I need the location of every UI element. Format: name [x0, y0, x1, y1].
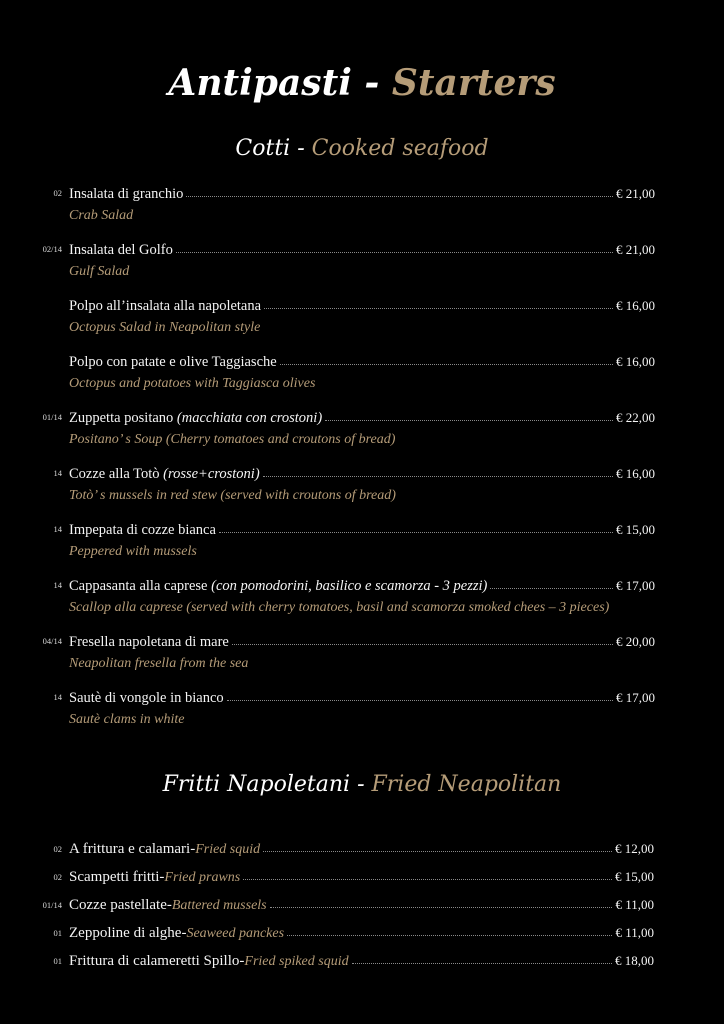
fried-menu-item — [0, 869, 724, 893]
menu-item-english: Octopus and potatoes with Taggiasca olives — [69, 376, 316, 391]
menu-item — [0, 354, 724, 398]
menu-item-line — [69, 242, 655, 259]
allergen-code: 01 — [53, 956, 62, 966]
menu-item — [0, 186, 724, 230]
menu-item-price: € 22,00 — [616, 410, 655, 425]
menu-item-separator: - — [159, 869, 165, 885]
menu-item-name — [69, 410, 322, 427]
menu-item-name-text: Insalata del Golfo — [69, 242, 173, 258]
allergen-code: 14 — [53, 692, 62, 702]
menu-item-line — [69, 298, 655, 315]
menu-item-note: (macchiata con crostoni) — [176, 410, 323, 426]
menu-item-english: Octopus Salad in Neapolitan style — [69, 320, 261, 335]
menu-item — [0, 578, 724, 622]
menu-item-price: € 15,00 — [615, 869, 654, 884]
menu-item-name — [69, 466, 260, 483]
menu-item — [0, 298, 724, 342]
menu-item-name: Frittura di calameretti Spillo — [69, 953, 240, 969]
menu-item-english: Positano’ s Soup (Cherry tomatoes and croutons of bread) — [69, 432, 396, 447]
dot-leader — [352, 952, 612, 964]
dot-leader — [263, 840, 612, 852]
menu-item-line — [69, 410, 655, 427]
section-title-fried-english: Fried Neapolitan — [371, 772, 562, 797]
menu-item-line — [69, 466, 655, 483]
fried-menu-item — [0, 841, 724, 865]
menu-item-price: € 21,00 — [616, 242, 655, 257]
allergen-code: 14 — [53, 468, 62, 478]
menu-item-line — [69, 634, 655, 651]
dot-leader — [287, 924, 612, 936]
allergen-code: 14 — [53, 580, 62, 590]
dot-leader — [219, 521, 613, 533]
menu-item-price: € 11,00 — [615, 925, 654, 940]
dot-leader — [186, 185, 613, 197]
menu-item-price: € 18,00 — [615, 953, 654, 968]
menu-item-english: Scallop alla caprese (served with cherry tomatoes, basil and scamorza smoked chees – 3 pieces) — [69, 600, 610, 615]
dot-leader — [227, 689, 613, 701]
menu-item-separator: - — [190, 841, 196, 857]
menu-item-price: € 12,00 — [615, 841, 654, 856]
menu-item-name-text: Fresella napoletana di mare — [69, 634, 229, 650]
section-title-fried-italian: Fritti Napoletani - — [162, 772, 365, 797]
menu-item-name-text: Cappasanta alla caprese — [69, 578, 212, 594]
allergen-code: 01/14 — [42, 412, 62, 422]
menu-item-english: Seaweed panckes — [186, 926, 285, 941]
menu-item-price: € 16,00 — [616, 298, 655, 313]
menu-item-name-text: Zuppetta positano — [69, 410, 177, 426]
menu-item — [0, 242, 724, 286]
fried-menu-item — [0, 953, 724, 977]
menu-item-english: Totò’ s mussels in red stew (served with croutons of bread) — [69, 488, 396, 503]
menu-item-line — [69, 897, 654, 914]
menu-item-price: € 17,00 — [616, 578, 655, 593]
dot-leader — [280, 353, 613, 365]
menu-item-name — [69, 242, 173, 259]
allergen-code: 01/14 — [42, 900, 62, 910]
menu-item-name-text: Sautè di vongole in bianco — [69, 690, 224, 706]
menu-item-price: € 16,00 — [616, 466, 655, 481]
section-title-cooked-english: Cooked seafood — [311, 136, 489, 161]
menu-item-name-text: Insalata di granchio — [69, 186, 184, 202]
allergen-code: 02 — [53, 188, 62, 198]
dot-leader — [176, 241, 613, 253]
menu-item-price: € 16,00 — [616, 354, 655, 369]
menu-item-name-text: Cozze alla Totò — [69, 466, 164, 482]
menu-item-name: Cozze pastellate — [69, 897, 167, 913]
allergen-code: 02 — [53, 872, 62, 882]
menu-item-line — [69, 690, 655, 707]
menu-item-name — [69, 522, 216, 539]
menu-item-note: (con pomodorini, basilico e scamorza - 3 pezzi) — [211, 578, 488, 594]
menu-item-english: Fried spiked squid — [244, 954, 349, 969]
menu-item-name — [69, 578, 487, 595]
menu-item-english: Peppered with mussels — [69, 544, 197, 559]
page-title-italian: Antipasti - — [168, 62, 380, 104]
menu-item — [0, 634, 724, 678]
menu-item-price: € 11,00 — [615, 897, 654, 912]
allergen-code: 02/14 — [42, 244, 62, 254]
menu-item-english: Fried squid — [195, 842, 261, 857]
menu-item-line — [69, 354, 655, 371]
menu-item-name — [69, 186, 183, 203]
menu-item-name — [69, 690, 224, 707]
menu-item-note: (rosse+crostoni) — [163, 466, 260, 482]
menu-item-price: € 21,00 — [616, 186, 655, 201]
allergen-code: 02 — [53, 844, 62, 854]
menu-item-english: Battered mussels — [171, 898, 267, 913]
menu-item-price: € 15,00 — [616, 522, 655, 537]
section-title-fried — [0, 772, 724, 797]
section-title-cooked — [0, 136, 724, 161]
menu-item-name-text: Impepata di cozze bianca — [69, 522, 216, 538]
menu-item-name — [69, 354, 277, 371]
dot-leader — [243, 868, 612, 880]
menu-item-english: Crab Salad — [69, 208, 134, 223]
allergen-code: 01 — [53, 928, 62, 938]
menu-item-name-text: Polpo all’insalata alla napoletana — [69, 298, 262, 314]
fried-menu-item — [0, 925, 724, 949]
dot-leader — [325, 409, 613, 421]
menu-item-line — [69, 186, 655, 203]
menu-item-name: A frittura e calamari — [69, 841, 191, 857]
menu-item-separator: - — [239, 953, 245, 969]
menu-item-line — [69, 578, 655, 595]
menu-item-name — [69, 634, 229, 651]
section-title-cooked-italian: Cotti - — [235, 136, 305, 161]
menu-item — [0, 522, 724, 566]
dot-leader — [232, 633, 613, 645]
menu-item-line — [69, 953, 654, 970]
menu-item-english: Neapolitan fresella from the sea — [69, 656, 249, 671]
menu-item-line — [69, 841, 654, 858]
allergen-code: 04/14 — [42, 636, 62, 646]
menu-item-price: € 20,00 — [616, 634, 655, 649]
menu-item-name: Scampetti fritti — [69, 869, 160, 885]
dot-leader — [264, 297, 613, 309]
menu-item-line — [69, 925, 654, 942]
menu-item-separator: - — [181, 925, 187, 941]
dot-leader — [490, 577, 613, 589]
menu-item-line — [69, 869, 654, 886]
menu-item — [0, 690, 724, 734]
menu-item-price: € 17,00 — [616, 690, 655, 705]
menu-item-english: Fried prawns — [164, 870, 241, 885]
page-title — [0, 62, 724, 104]
menu-item — [0, 466, 724, 510]
menu-item-name-text: Polpo con patate e olive Taggiasche — [69, 354, 277, 370]
menu-item-english: Sautè clams in white — [69, 712, 185, 727]
fried-menu-item — [0, 897, 724, 921]
menu-item-name: Zeppoline di alghe — [69, 925, 182, 941]
menu-item-line — [69, 522, 655, 539]
menu-item-name — [69, 298, 261, 315]
dot-leader — [263, 465, 613, 477]
allergen-code: 14 — [53, 524, 62, 534]
dot-leader — [270, 896, 613, 908]
menu-item-english: Gulf Salad — [69, 264, 130, 279]
menu-item — [0, 410, 724, 454]
page-title-english: Starters — [391, 62, 556, 104]
menu-item-separator: - — [166, 897, 172, 913]
